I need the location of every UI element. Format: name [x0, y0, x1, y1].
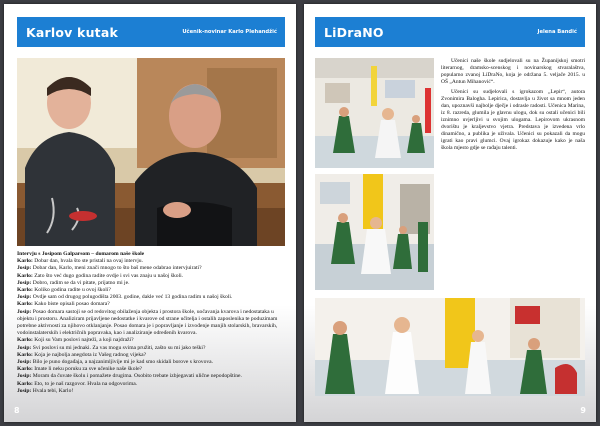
speaker-text: Koji su Vam poslovi najteži, a koji najdraži?	[34, 337, 134, 344]
speaker-label: Karlo:	[17, 287, 35, 294]
speaker-text: Eto, to je naš razgovor. Hvala na odgovorima.	[34, 380, 138, 387]
speaker-text: Posao domara sastoji se od redovitog obilaženja objekta i prostora škole, uočavanja kvarova i nedostataka u objektu i prostoru. Analiziram prijavljene nedostatke i kvarove od strane učitelja i ostalih zaposlenika te poduzimam potrebne aktivnosti za njihovo otklanjanje. Posao domara je i popravljanje i izvođenje manjih stolarskih, bravarskih, vodoinstalaterskih i električnih popravaka, kao i analiziranje određenih kvarova.	[17, 308, 278, 337]
interview-line	[17, 373, 285, 380]
speaker-label: Karlo:	[17, 301, 35, 308]
speaker-label: Karlo:	[17, 351, 35, 358]
speaker-label: Josip:	[17, 359, 33, 366]
speaker-label: Josip:	[17, 344, 33, 351]
section-header-karlov-kutak	[17, 17, 285, 47]
speaker-text: Dobro, radim se da vi pitate, prijatno mi je.	[32, 279, 130, 286]
section-title: LiDraNO	[324, 24, 384, 40]
speaker-label: Josip:	[17, 308, 33, 315]
speaker-text: Bilo je puno događaja, a najzanimljivije mi je kad smo skidali borove s krovova.	[32, 359, 214, 366]
speaker-text: Dobar dan, hvala što ste pristali na ovaj intervju.	[34, 258, 143, 265]
interview-heading: Intervju s Josipom Galparsom – domarom naše škole	[17, 251, 145, 257]
speaker-label: Karlo:	[17, 366, 35, 373]
speaker-label: Josip:	[17, 279, 33, 286]
right-page	[304, 4, 596, 422]
article-column-top	[441, 58, 585, 152]
byline: Jelena Bandić	[537, 29, 577, 35]
speaker-label: Karlo:	[17, 380, 35, 387]
left-page	[4, 4, 296, 422]
page-number: 8	[14, 406, 20, 415]
play-photo-1	[315, 58, 434, 168]
interview-line	[17, 352, 285, 359]
interview-line	[17, 258, 285, 265]
play-photo-2	[315, 174, 434, 290]
section-title: Karlov kutak	[26, 24, 118, 40]
interview-line	[17, 366, 285, 373]
speaker-text: Svi poslovi su mi jednaki. Za vas mogu svima pružiti, zašto su mi jako teški?	[32, 344, 206, 351]
speaker-label: Karlo:	[17, 258, 35, 265]
interview-line	[17, 337, 285, 344]
interview-lines	[17, 258, 285, 395]
speaker-text: Dobar dan, Karlo, meni znači mnogo to što baš mene odabrao intervjuirati?	[32, 265, 202, 272]
interview-line	[17, 287, 285, 294]
interview-text	[17, 251, 285, 395]
play-photo-3	[315, 298, 585, 396]
speaker-label: Josip:	[17, 265, 33, 272]
article-paragraph: Učenici su sudjelovali s igrokazom „Lepir“, autora Zvonimira Balogha. Lepirica, dostavlja u život sa mnom jeden dan, upoznavši najbolje dječje i odrasle radosti. Učenica Marina, iz 8. razreda, glumila je glavnu ulogu, dok su ostali učenici bili iznimno uvjerljivi u svojim ulogama. Lepirovom ukrasnom dvorištu je kraljevstvo vjetra. Predstava je izvedena vrlo dinamično, a publika je uživala. Učenici su pokazali da mogu igrati kao pravi glumci. Ovaj igrokaz dokazuje kako je naša škola mjesto gdje se rađaju talenti.	[441, 89, 585, 151]
byline: Učenik-novinar Karlo Plehandžić	[182, 29, 277, 35]
interview-line	[17, 345, 285, 352]
page-number: 9	[580, 406, 586, 415]
interview-line	[17, 273, 285, 280]
speaker-label: Josip:	[17, 373, 33, 380]
speaker-text: Hvala tebi, Karlo!	[32, 387, 74, 394]
speaker-text: Kako biste opisali posao domara?	[34, 301, 110, 308]
interview-line	[17, 301, 285, 308]
speaker-label: Josip:	[17, 294, 33, 301]
interview-line	[17, 381, 285, 388]
speaker-label: Karlo:	[17, 337, 35, 344]
interview-line	[17, 265, 285, 272]
speaker-text: Moram da čuvate školu i pomažete drugima. Osobito trebate izbjegavati ulične nepodopštine.	[32, 373, 242, 380]
section-header-lidrano	[315, 17, 585, 47]
speaker-label: Karlo:	[17, 272, 35, 279]
speaker-text: Imate li neku poruku za sve učenike naše škole?	[34, 366, 143, 373]
interview-line	[17, 359, 285, 366]
speaker-label: Josip:	[17, 387, 33, 394]
article-paragraph: Učenici naše škole sudjelovali su na Županijskoj smotri literarnog, dramsko-scenskog i novinarskog stvaralaštva, popularno zvanoj LiDraNo, koja je održana 5. veljače 2015. u OŠ „Antun Mihanović“.	[441, 58, 585, 85]
speaker-text: Koliko godina radite u ovoj školi?	[34, 287, 111, 294]
speaker-text: Koja je najbolja anegdota iz Vašeg radnog vijeka?	[34, 351, 147, 358]
interview-line	[17, 294, 285, 301]
speaker-text: Zato što već dugo godina radite ovdje i svi vas znaju u našoj školi.	[34, 272, 184, 279]
interview-line	[17, 388, 285, 395]
interview-photo	[17, 58, 285, 246]
interview-line	[17, 309, 285, 338]
interview-line	[17, 280, 285, 287]
speaker-text: Ovdje sam od drugog polugodišta 2003. godine, dakle već 13 godina radim u našoj školi.	[32, 294, 233, 301]
